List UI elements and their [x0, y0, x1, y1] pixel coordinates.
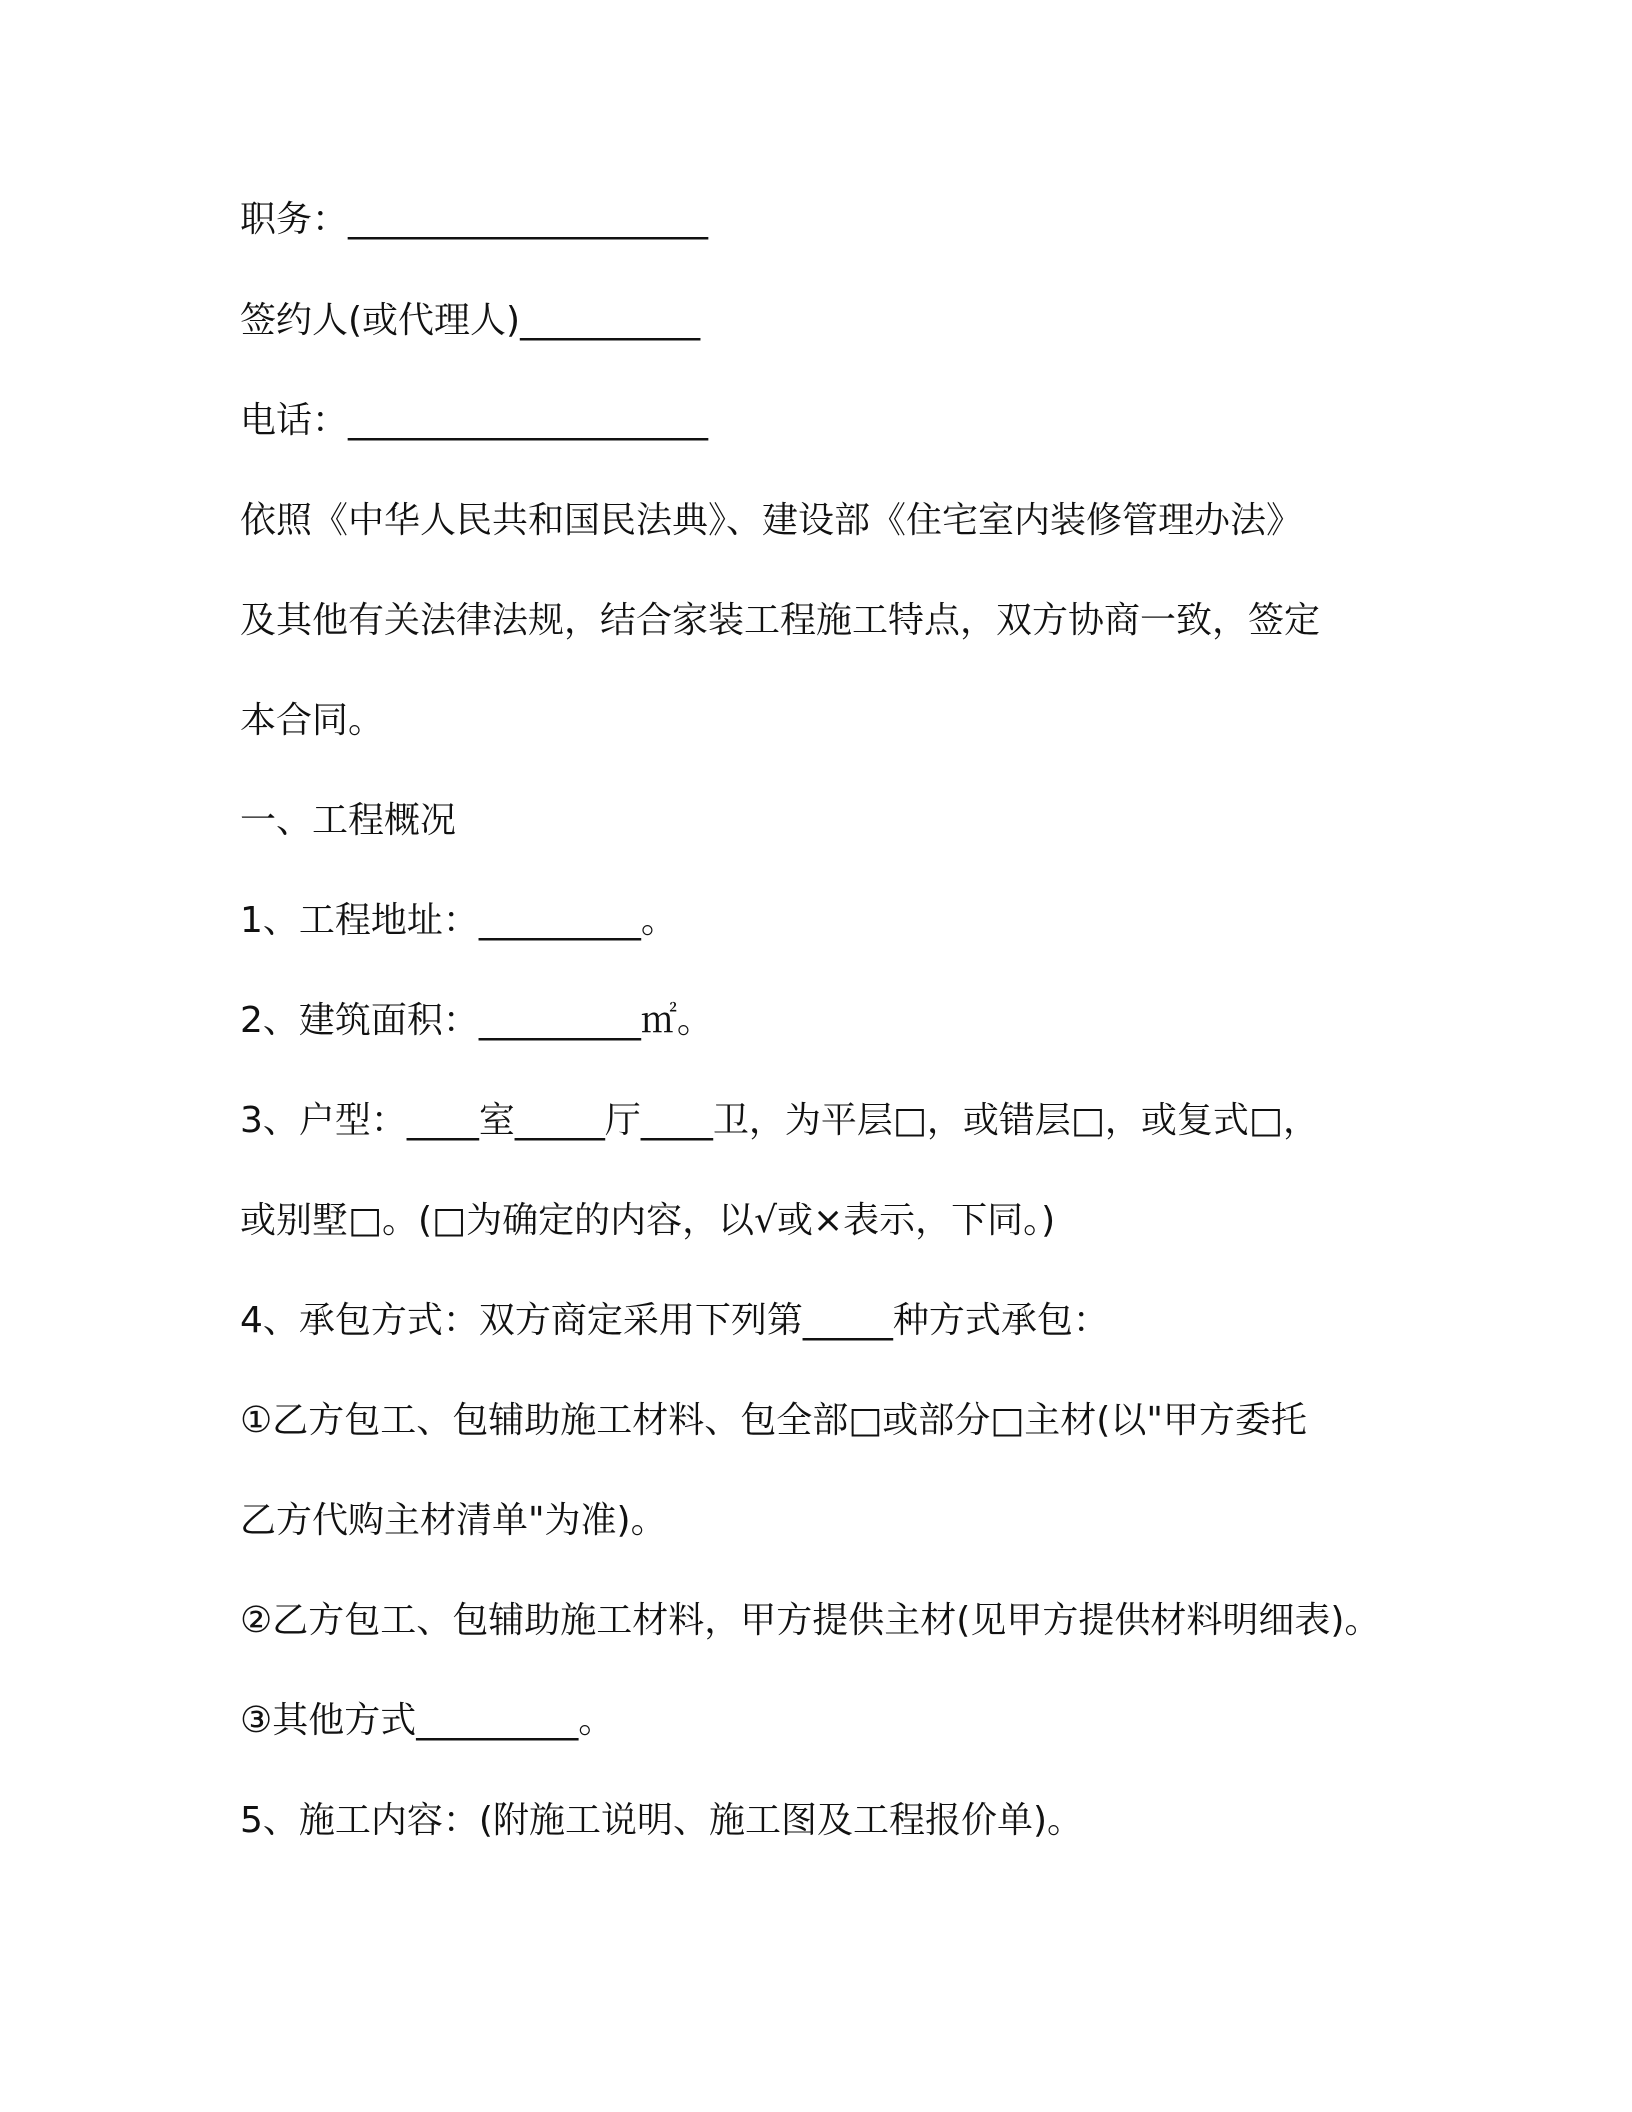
- method-option-2: ②乙方包工、包辅助施工材料，甲方提供主材(见甲方提供材料明细表)。: [240, 1600, 1381, 1641]
- intro-paragraph-line-1: 依照《中华人民共和国民法典》、建设部《住宅室内装修管理办法》: [240, 500, 1303, 541]
- item-project-address: 1、工程地址：_________。: [240, 900, 677, 941]
- intro-paragraph-line-2: 及其他有关法律法规，结合家装工程施工特点，双方协商一致，签定: [240, 600, 1321, 641]
- section-heading-project-overview: 一、工程概况: [240, 800, 457, 841]
- item-house-type-line-1: 3、户型：____室_____厅____卫，为平层□，或错层□，或复式□，: [240, 1100, 1319, 1141]
- item-house-type-line-2: 或别墅□。(□为确定的内容，以√或×表示，下同。): [240, 1200, 1056, 1241]
- position-field-line: 职务：____________________: [240, 199, 709, 240]
- item-building-area: 2、建筑面积：_________㎡。: [240, 1000, 713, 1041]
- intro-paragraph-line-3: 本合同。: [240, 700, 385, 741]
- method-option-1-line-1: ①乙方包工、包辅助施工材料、包全部□或部分□主材(以"甲方委托: [240, 1400, 1307, 1441]
- signatory-field-line: 签约人(或代理人)__________: [240, 300, 701, 341]
- phone-field-line: 电话：____________________: [240, 400, 709, 441]
- item-construction-content: 5、施工内容：(附施工说明、施工图及工程报价单)。: [240, 1800, 1083, 1841]
- method-option-3: ③其他方式_________。: [240, 1700, 615, 1741]
- method-option-1-line-2: 乙方代购主材清单"为准)。: [240, 1500, 667, 1541]
- item-contract-method: 4、承包方式：双方商定采用下列第_____种方式承包：: [240, 1300, 1109, 1341]
